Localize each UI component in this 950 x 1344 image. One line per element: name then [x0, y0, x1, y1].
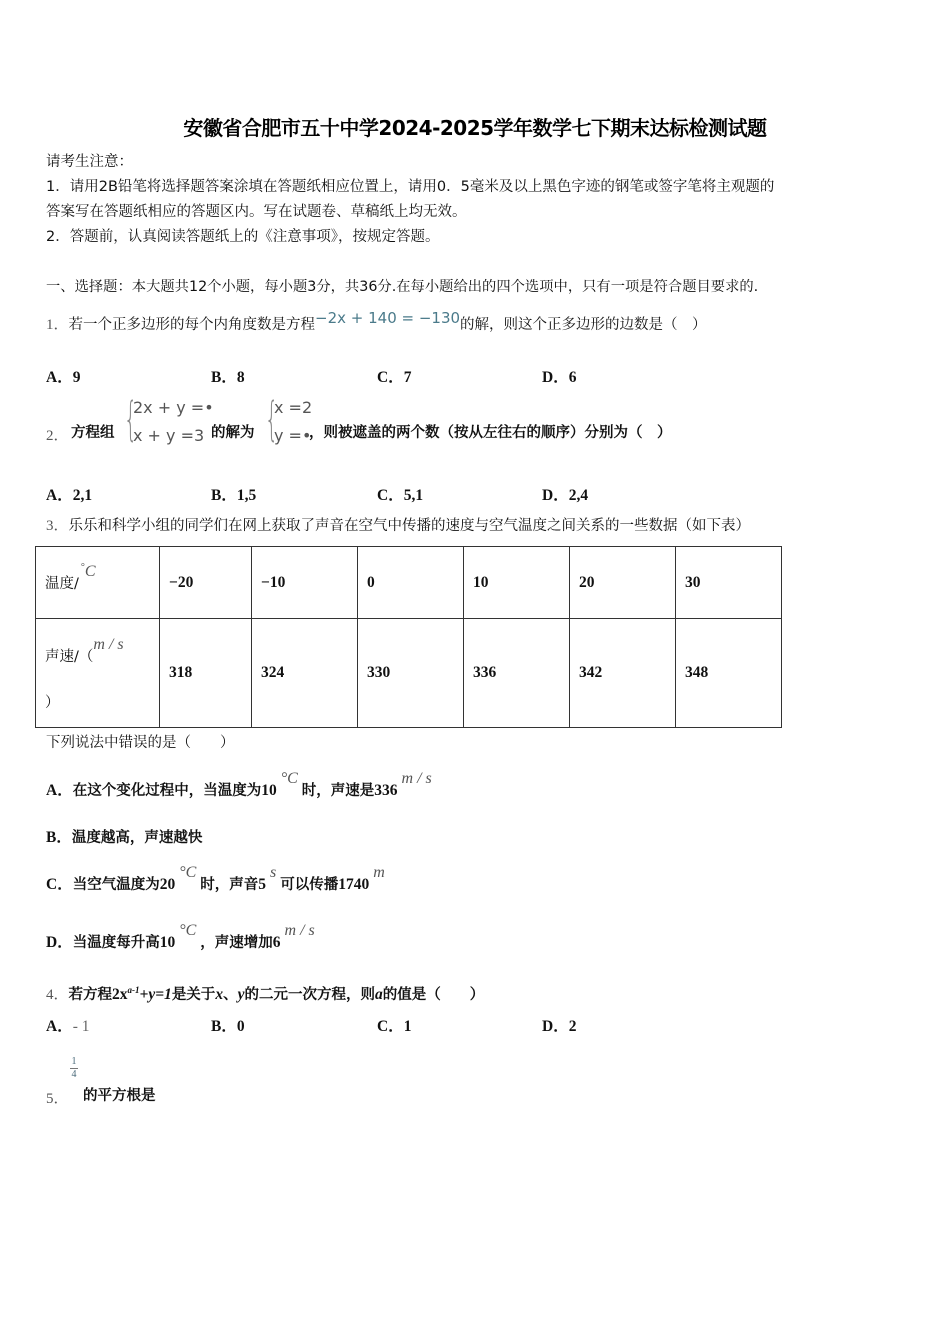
- option-a[interactable]: A．- 1: [46, 1018, 90, 1035]
- option-d[interactable]: D．6: [542, 369, 577, 386]
- table-cell: 324: [252, 619, 358, 728]
- question-text: 若一个正多边形的每个内角度数是方程: [68, 317, 316, 333]
- question-number: 1．: [46, 317, 69, 333]
- table-cell: 330: [358, 619, 464, 728]
- equation: $2x^{a-1}+y=1$: [112, 985, 172, 1004]
- question-1: [46, 309, 707, 335]
- question-3: [46, 516, 750, 536]
- unit-meters: m: [373, 864, 385, 881]
- brace-icon: {: [265, 392, 279, 446]
- option-c[interactable]: C．当空气温度为20°C时，声音5s可以传播1740m: [46, 864, 385, 893]
- unit-seconds: s: [270, 864, 277, 881]
- unit-celsius: °C: [80, 562, 96, 580]
- section-heading: 一、选择题：本大题共12个小题，每小题3分，共36分.在每小题给出的四个选项中，只有一项是符合题目要求的.: [46, 279, 759, 295]
- table-row-speed: [36, 619, 782, 728]
- option-a[interactable]: A．2,1: [46, 487, 93, 504]
- option-d[interactable]: D．2,4: [542, 487, 589, 504]
- table-cell: −20: [160, 547, 252, 619]
- unit-mps: m / s: [401, 770, 432, 787]
- question-text: 的平方根是: [83, 1088, 156, 1104]
- option-c[interactable]: C．1: [377, 1018, 412, 1035]
- question-4: 4．若方程$2x^{a-1}+y=1$是关于x、y的二元一次方程，则a的值是（ ）: [46, 985, 485, 1004]
- table-cell: 348: [676, 619, 782, 728]
- system-line-1: 2x + y =•: [133, 398, 214, 417]
- question-text-after: ，则被遮盖的两个数（按从左往右的顺序）分别为（ ）: [309, 425, 672, 441]
- option-d[interactable]: D．2: [542, 1018, 577, 1035]
- notice-heading: 请考生注意：: [46, 154, 133, 170]
- table-cell: 336: [464, 619, 570, 728]
- question-3-prompt: 下列说法中错误的是（ ）: [46, 735, 235, 751]
- table-header-cell: 声速/（m / s ）: [36, 619, 160, 728]
- brace-icon: {: [124, 392, 138, 446]
- question-text: 乐乐和科学小组的同学们在网上获取了声音在空气中传播的速度与空气温度之间关系的一些数据（如下表）: [68, 518, 751, 534]
- option-b[interactable]: B．温度越高，声速越快: [46, 829, 203, 846]
- question-number: 2．: [46, 428, 69, 444]
- option-b[interactable]: B．8: [211, 369, 245, 386]
- table-cell: 30: [676, 547, 782, 619]
- option-b[interactable]: B．1,5: [211, 487, 257, 504]
- question-number: 5．: [46, 1091, 69, 1107]
- equation: −2x + 140 = −130: [315, 309, 461, 327]
- question-text-middle: 的解为: [211, 425, 255, 441]
- table-cell: −10: [252, 547, 358, 619]
- unit-mps: m / s: [93, 636, 124, 653]
- question-number: 3．: [46, 518, 69, 534]
- table-cell: 342: [570, 619, 676, 728]
- unit-celsius: °C: [280, 770, 298, 787]
- option-c[interactable]: C．5,1: [377, 487, 424, 504]
- fraction: 1 4: [71, 1056, 77, 1080]
- page-title: 安徽省合肥市五十中学2024-2025学年数学七下期末达标检测试题: [183, 116, 767, 140]
- option-b[interactable]: B．0: [211, 1018, 245, 1035]
- unit-celsius: °C: [179, 922, 197, 939]
- notice-item-1-cont: 答案写在答题纸相应的答题区内。写在试题卷、草稿纸上均无效。: [46, 204, 467, 220]
- table-cell: 318: [160, 619, 252, 728]
- data-table: [35, 546, 782, 728]
- question-text: 方程组: [71, 425, 115, 441]
- notice-item-2: 2．答题前，认真阅读答题纸上的《注意事项》，按规定答题。: [46, 229, 440, 245]
- question-text-after: 的解，则这个正多边形的边数是（ ）: [460, 317, 707, 333]
- table-cell: 10: [464, 547, 570, 619]
- table-cell: 0: [358, 547, 464, 619]
- option-c[interactable]: C．7: [377, 369, 412, 386]
- notice-item-1: 1．请用2B铅笔将选择题答案涂填在答题纸相应位置上，请用0．5毫米及以上黑色字迹的钢笔或签字笔将主观题的: [46, 179, 775, 195]
- unit-mps: m / s: [284, 922, 315, 939]
- table-header-cell: 温度/°C: [36, 547, 160, 619]
- solution-line-1: x =2: [274, 398, 313, 417]
- question-number: 4．: [46, 987, 69, 1004]
- option-a[interactable]: A．9: [46, 369, 81, 386]
- solution-line-2: y =•: [274, 426, 312, 445]
- table-row-temperature: [36, 547, 782, 619]
- system-line-2: x + y =3: [133, 426, 205, 445]
- unit-celsius: °C: [179, 864, 197, 881]
- table-cell: 20: [570, 547, 676, 619]
- option-a[interactable]: A．在这个变化过程中，当温度为10°C时，声速是336m / s: [46, 770, 432, 799]
- option-d[interactable]: D．当温度每升高10°C，声速增加6m / s: [46, 922, 315, 951]
